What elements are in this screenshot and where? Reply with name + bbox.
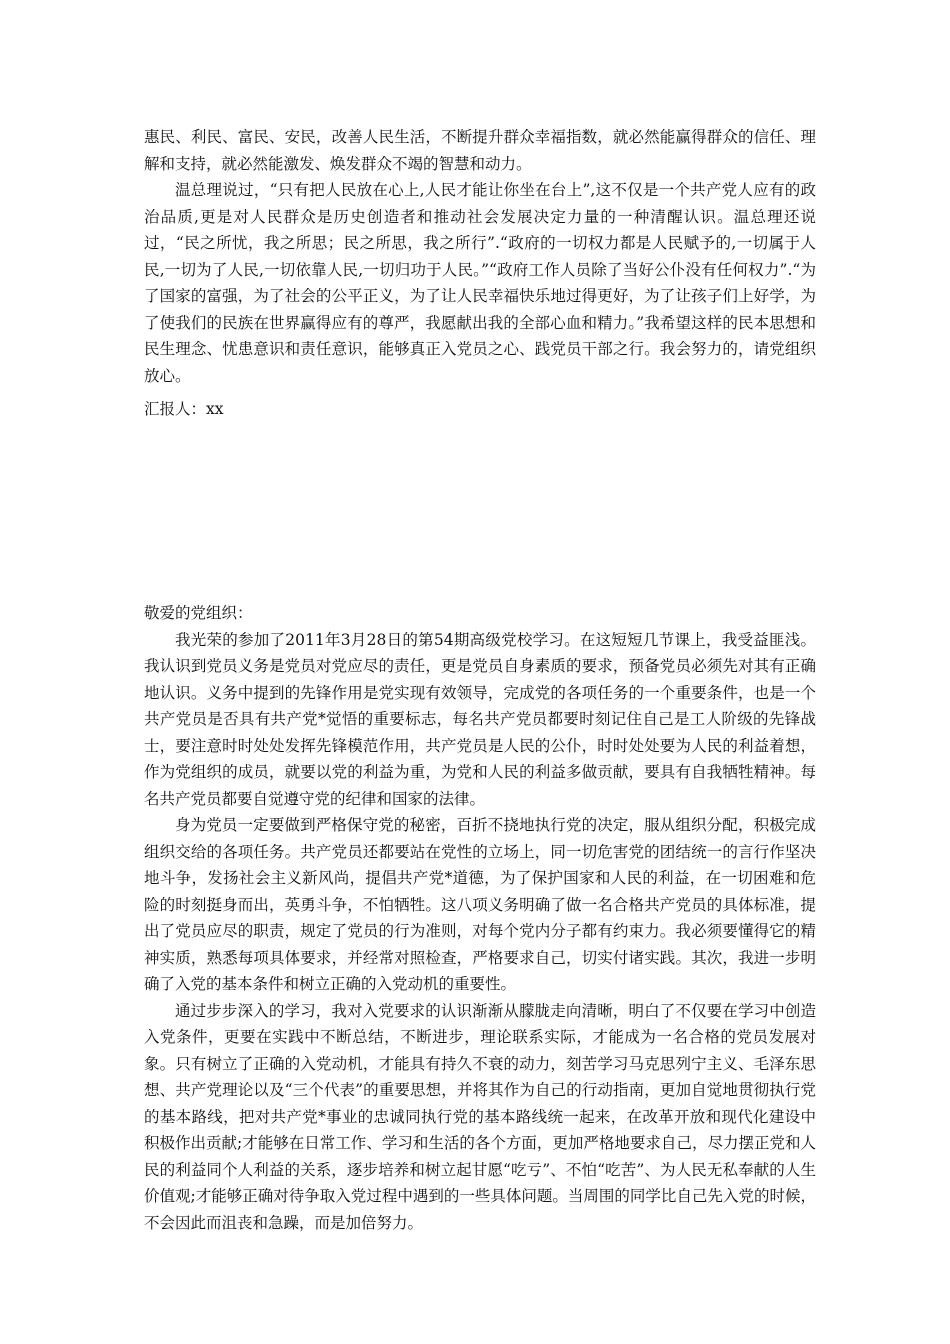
body-paragraph: 我光荣的参加了2011年3月28日的第54期高级党校学习。在这短短几节课上，我受益匪浅。我认识到党员义务是党员对党应尽的责任，更是党员自身素质的要求，预备党员必须先对其有正确地认识。义务中提到的先锋作用是党实现有效领导，完成党的各项任务的一个重要条件，也是一个共产党员是否具有共产党*觉悟的重要标志，每名共产党员都要时刻记住自己是工人阶级的先锋战士，要注意时时处处发挥先锋模范作用，共产党员是人民的公仆，时时处处要为人民的利益着想，作为党组织的成员，就要以党的利益为重，为党和人民的利益多做贡献，要具有自我牺牲精神。每名共产党员都要自觉遵守党的纪律和国家的法律。 — [144, 630, 816, 808]
paragraph-quote: 温总理说过，“只有把人民放在心上,人民才能让你坐在台上”,这不仅是一个共产党人应有的政治品质,更是对人民群众是历史创造者和推动社会发展决定力量的一种清醒认识。温总理还说过，“民之所忧，我之所思；民之所思，我之所行”.“政府的一切权力都是人民赋予的,一切属于人民,一切为了人民,一切依靠人民,一切归功于人民。”“政府工作人员除了当好公仆没有任何权力”.“为了国家的富强，为了社会的公平正义，为了让人民幸福快乐地过得更好，为了让孩子们上好学，为了使我们的民族在世界赢得应有的尊严，我愿献出我的全部心血和精力。”我希望这样的民本思想和民生理念、忧患意识和责任意识，能够真正入党员之心、践党员干部之行。我会努力的，请党组织放心。 — [144, 181, 816, 385]
body-paragraph: 通过步步深入的学习，我对入党要求的认识渐渐从朦胧走向清晰，明白了不仅要在学习中创造入党条件，更要在实践中不断总结，不断进步，理论联系实际，才能成为一名合格的党员发展对象。只有树立了正确的入党动机，才能具有持久不衰的动力，刻苦学习马克思列宁主义、毛泽东思想、共产党理论以及“三个代表”的重要思想，并将其作为自己的行动指南，更加自觉地贯彻执行党的基本路线，把对共产党*事业的忠诚同执行党的基本路线统一起来，在改革开放和现代化建设中积极作出贡献;才能够在日常工作、学习和生活的各个方面，更加严格地要求自己，尽力摆正党和人民的利益同个人利益的关系，逐步培养和树立起甘愿“吃亏”、不怕“吃苦”、为人民无私奉献的人生价值观;才能够正确对待争取入党过程中遇到的一些具体问题。当周围的同学比自己先入党的时候，不会因此而沮丧和急躁，而是加倍努力。 — [144, 1001, 816, 1232]
letter-section — [144, 600, 816, 1236]
reporter-line: 汇报人：xx — [144, 400, 224, 418]
salutation: 敬爱的党组织： — [144, 604, 253, 622]
paragraph-continued: 惠民、利民、富民、安民，改善人民生活，不断提升群众幸福指数，就必然能赢得群众的信任、理解和支持，就必然能激发、焕发群众不竭的智慧和动力。 — [144, 128, 816, 173]
reporter-signature — [144, 396, 816, 423]
report-section — [144, 124, 816, 389]
body-paragraph: 身为党员一定要做到严格保守党的秘密，百折不挠地执行党的决定，服从组织分配，积极完成组织交给的各项任务。共产党员还都要站在党性的立场上，同一切危害党的团结统一的言行作坚决地斗争，发扬社会主义新风尚，提倡共产党*道德，为了保护国家和人民的利益，在一切困难和危险的时刻挺身而出，英勇斗争，不怕牺牲。这八项义务明确了做一名合格共产党员的具体标准，提出了党员应尽的职责，规定了党员的行为准则，对每个党内分子都有约束力。我必须要懂得它的精神实质，熟悉每项具体要求，并经常对照检查，严格要求自己，切实付诸实践。其次，我进一步明确了入党的基本条件和树立正确的入党动机的重要性。 — [144, 816, 816, 993]
